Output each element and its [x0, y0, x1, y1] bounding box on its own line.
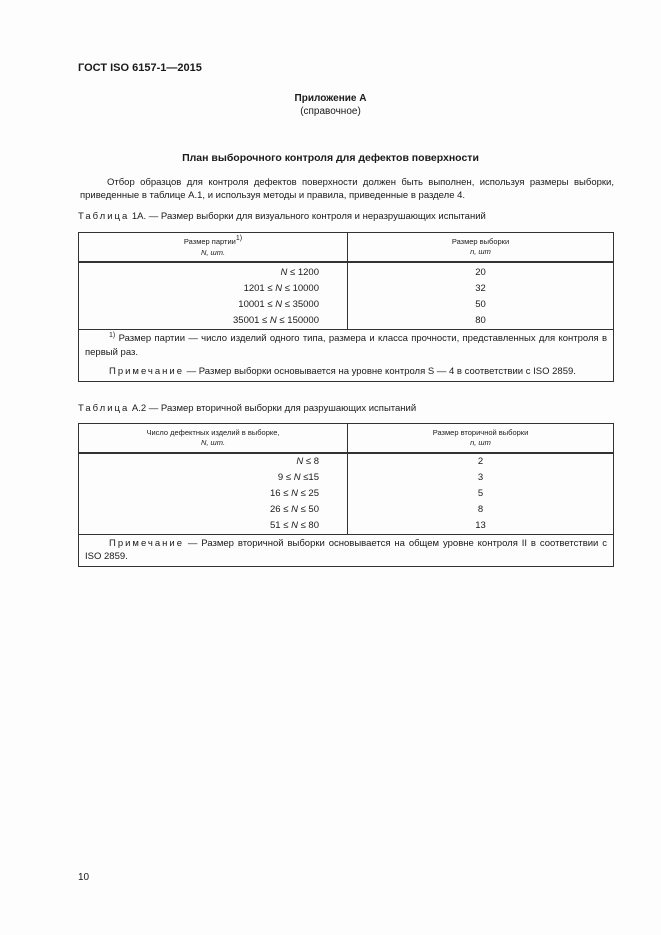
table2-col1-head: Число дефектных изделий в выборке, — [146, 428, 280, 437]
table2-col2-header — [348, 424, 614, 454]
table1-col1-header — [79, 233, 348, 263]
table-cell: 51 ≤ N ≤ 80 — [270, 520, 319, 531]
table-cell: N ≤ 8 — [296, 456, 319, 467]
table2-values — [79, 453, 614, 535]
table1-values — [79, 262, 614, 330]
table1-caption-text: — Размер выборки для визуального контроля и неразрушающих испытаний — [148, 211, 486, 222]
table-cell: 5 — [477, 488, 484, 499]
table1-col2-header — [348, 233, 614, 263]
table1-notes — [79, 330, 614, 382]
table-cell: 32 — [475, 283, 486, 294]
table1-col1-fn: 1) — [235, 234, 243, 242]
table1-caption — [78, 211, 486, 222]
table-cell: 16 ≤ N ≤ 25 — [270, 488, 319, 499]
table-cell: 26 ≤ N ≤ 50 — [270, 504, 319, 515]
table2 — [78, 423, 614, 567]
table2-col2-values — [348, 453, 614, 535]
appendix-heading — [0, 92, 661, 118]
table1-col1-head: Размер партии — [183, 236, 236, 246]
footnote-text: Размер партии — число изделий одного типа, размера и класса прочности, представленных для контроля в первый раз. — [85, 333, 608, 358]
table2-col1-sub: N, шт. — [200, 438, 226, 447]
appendix-title: Приложение А — [294, 93, 367, 104]
table-cell: 13 — [475, 520, 486, 531]
table1-col2-head: Размер выборки — [451, 237, 510, 246]
table-cell: N ≤ 1200 — [280, 267, 319, 278]
table2-caption-label: Таблица — [78, 403, 130, 414]
table2-col2-sub: n, шт — [470, 438, 491, 447]
table-cell: 1201 ≤ N ≤ 10000 — [243, 283, 319, 294]
intro-paragraph: Отбор образцов для контроля дефектов поверхности должен быть выполнен, используя размеры выборки, приведенные в таблице А.1, и используя методы и правила, приведенные в разделе 4. — [80, 177, 614, 201]
table1-col2-values — [348, 262, 614, 330]
note-text: — Размер выборки основывается на уровне контроля S — 4 в соответствии с ISO 2859. — [186, 366, 576, 377]
table1-note — [85, 365, 607, 378]
table1-header-row — [79, 233, 614, 263]
table-cell: 35001 ≤ N ≤ 150000 — [233, 315, 319, 326]
note-label: Примечание — [109, 366, 184, 377]
table2-note — [85, 537, 607, 563]
table1-caption-num: 1А. — [131, 211, 147, 222]
note-text: — Размер вторичной выборки основывается на общем уровне контроля II в соответствии с ISO 2859. — [85, 538, 607, 562]
table2-caption-text: — Размер вторичной выборки для разрушающих испытаний — [148, 403, 417, 414]
section-title: План выборочного контроля для дефектов поверхности — [182, 152, 479, 164]
table-cell: 9 ≤ N ≤15 — [277, 472, 319, 483]
appendix-type: (справочное) — [300, 106, 361, 117]
table1-col1-sub: N, шт. — [200, 247, 226, 257]
table2-header-row — [79, 424, 614, 454]
table2-col2-head: Размер вторичной выборки — [432, 428, 529, 437]
table2-notes — [79, 535, 614, 567]
table2-col1-header — [79, 424, 348, 454]
table2-col1-values — [79, 453, 348, 535]
table1-caption-label: Таблица — [78, 211, 130, 222]
document-header: ГОСТ ISO 6157-1—2015 — [78, 62, 202, 74]
table2-notes-row — [79, 535, 614, 567]
note-label: Примечание — [109, 538, 184, 549]
table-cell: 2 — [477, 456, 484, 467]
table-cell: 3 — [477, 472, 484, 483]
table-cell: 8 — [477, 504, 484, 515]
table-cell: 10001 ≤ N ≤ 35000 — [238, 299, 319, 310]
table1 — [78, 232, 614, 382]
table1-col1-values — [79, 262, 348, 330]
table1-col2-sub: n, шт — [470, 247, 491, 256]
table-cell: 80 — [475, 315, 486, 326]
footnote-mark: 1) — [109, 332, 116, 339]
table1-notes-row — [79, 330, 614, 382]
table2-caption-num: А.2 — [131, 403, 147, 414]
table-cell: 50 — [475, 299, 486, 310]
table1-footnote — [85, 332, 607, 359]
table2-caption — [78, 403, 416, 414]
table-cell: 20 — [475, 267, 486, 278]
page-number: 10 — [78, 872, 90, 883]
